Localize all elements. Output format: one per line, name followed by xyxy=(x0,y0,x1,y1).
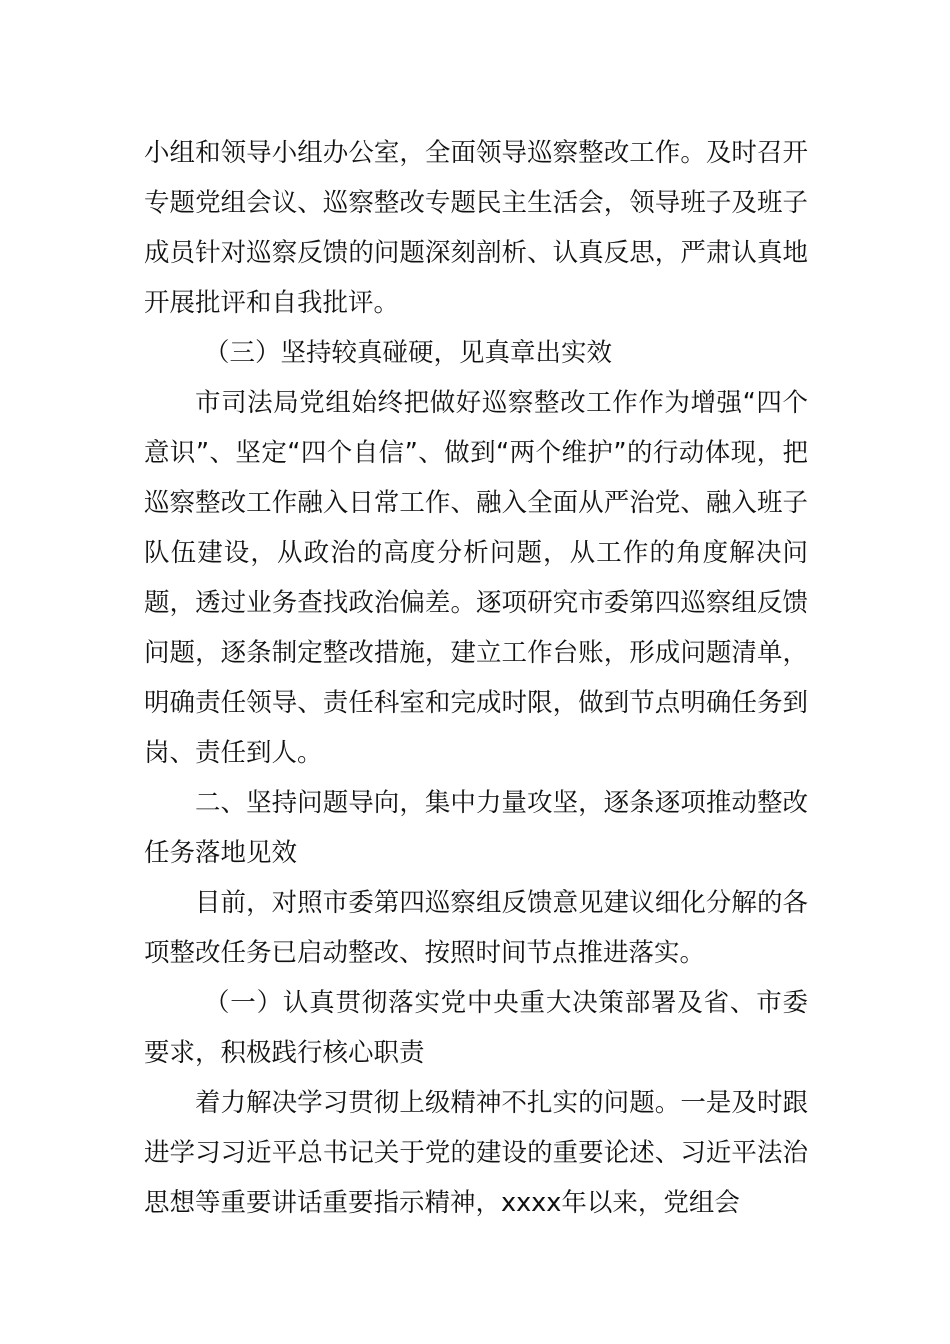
heading-section-three: （三）坚持较真碰硬，见真章出实效 xyxy=(204,338,613,368)
paragraph-party-group-commitment: 市司法局党组始终把做好巡察整改工作作为增强“四个意识”、坚定“四个自信”、做到“两个维护”的行动体现，把巡察整改工作融入日常工作、融入全面从严治党、融入班子队伍建设，从政治的高度分析问题，从工作的角度解决问题，透过业务查找政治偏差。逐项研究市委第四巡察组反馈问题，逐条制定整改措施，建立工作台账，形成问题清单，明确责任领导、责任科室和完成时限，做到节点明确任务到岗、责任到人。 xyxy=(144,388,808,768)
heading-subsection-one: （一）认真贯彻落实党中央重大决策部署及省、市委要求，积极践行核心职责 xyxy=(144,988,808,1068)
paragraph-leadership-group: 小组和领导小组办公室，全面领导巡察整改工作。及时召开专题党组会议、巡察整改专题民主生活会，领导班子及班子成员针对巡察反馈的问题深刻剖析、认真反思，严肃认真地开展批评和自我批评。 xyxy=(144,138,808,318)
heading-part-two: 二、坚持问题导向，集中力量攻坚，逐条逐项推动整改任务落地见效 xyxy=(144,788,808,868)
document-body xyxy=(144,128,808,1228)
paragraph-current-progress: 目前，对照市委第四巡察组反馈意见建议细化分解的各项整改任务已启动整改、按照时间节点推进落实。 xyxy=(144,888,808,968)
paragraph-study-implementation: 着力解决学习贯彻上级精神不扎实的问题。一是及时跟进学习习近平总书记关于党的建设的重要论述、习近平法治思想等重要讲话重要指示精神，xxxx年以来，党组会 xyxy=(144,1088,808,1218)
